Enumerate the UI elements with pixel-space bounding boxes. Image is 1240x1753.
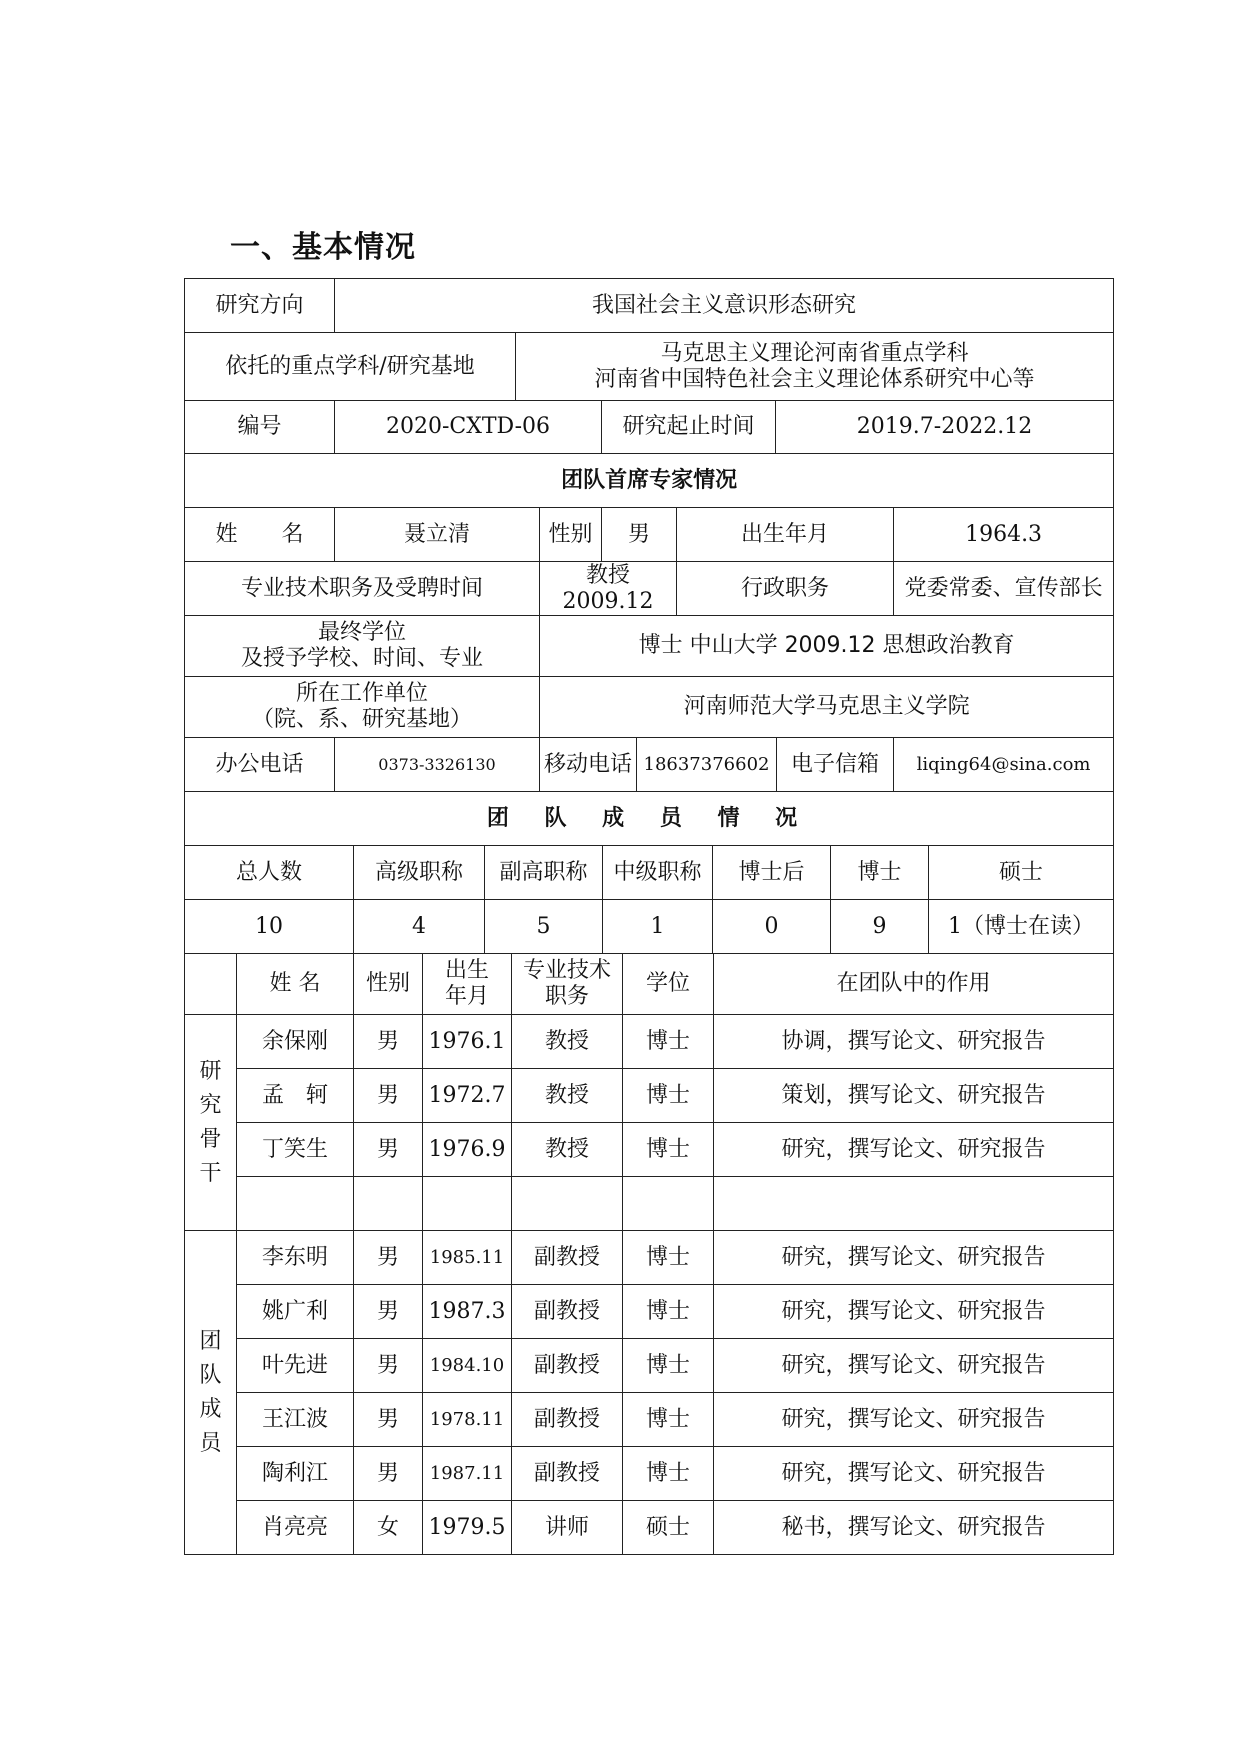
member-degree: 博士 [623,1231,714,1285]
chief-degree-label [185,616,540,677]
mobile-value: 18637376602 [637,738,777,792]
table-row [185,1501,1114,1555]
member-gender: 男 [354,1015,423,1069]
base-label: 依托的重点学科/研究基地 [185,333,516,401]
member-role: 研究，撰写论文、研究报告 [714,1285,1114,1339]
email-label: 电子信箱 [777,738,894,792]
stats-value: 1（博士在读） [929,900,1114,954]
member-birth: 1985.11 [423,1231,512,1285]
stats-value: 4 [354,900,485,954]
member-group-label [185,1231,237,1555]
chief-admin-label: 行政职务 [677,562,894,616]
direction-value: 我国社会主义意识形态研究 [335,279,1114,333]
member-title: 教授 [512,1069,623,1123]
stats-header: 高级职称 [354,846,485,900]
member-name: 陶利江 [237,1447,354,1501]
member-role: 研究，撰写论文、研究报告 [714,1339,1114,1393]
col-header-birth-line-2: 年月 [444,984,489,1009]
period-label: 研究起止时间 [602,401,776,454]
table-row [185,1339,1114,1393]
member-degree: 博士 [623,1285,714,1339]
email-value: liqing64@sina.com [894,738,1114,792]
member-title: 副教授 [512,1339,623,1393]
col-header-birth [423,954,512,1015]
core-group-char: 干 [199,1160,222,1186]
chief-name-value: 聂立清 [335,508,540,562]
core-group-char: 究 [199,1092,222,1118]
team-stats-table [184,791,1114,954]
table-row [185,1447,1114,1501]
office-phone-value: 0373-3326130 [335,738,540,792]
core-group-char: 研 [199,1058,222,1084]
chief-section-title: 团队首席专家情况 [185,454,1114,508]
basic-info-table [184,278,1114,401]
chief-unit-label [185,677,540,738]
member-group-char: 员 [199,1430,222,1456]
member-title: 讲师 [512,1501,623,1555]
member-group-char: 队 [199,1362,222,1388]
empty-cell [512,1177,623,1231]
member-gender: 男 [354,1069,423,1123]
stats-header: 博士 [831,846,929,900]
member-degree: 博士 [623,1069,714,1123]
member-name: 丁笑生 [237,1123,354,1177]
col-header-title [512,954,623,1015]
empty-cell [423,1177,512,1231]
stats-header: 副高职称 [485,846,603,900]
chief-unit-label-line-1: 所在工作单位 [295,681,428,706]
member-birth: 1979.5 [423,1501,512,1555]
member-role: 秘书，撰写论文、研究报告 [714,1501,1114,1555]
member-title: 副教授 [512,1231,623,1285]
stats-header: 博士后 [713,846,831,900]
member-birth: 1972.7 [423,1069,512,1123]
member-gender: 男 [354,1231,423,1285]
base-line-1: 马克思主义理论河南省重点学科 [660,340,969,366]
empty-row [185,1177,1114,1231]
member-gender: 男 [354,1123,423,1177]
col-header-degree: 学位 [623,954,714,1015]
empty-cell [623,1177,714,1231]
col-header-role: 在团队中的作用 [714,954,1114,1015]
chief-admin-value: 党委常委、宣传部长 [894,562,1114,616]
member-gender: 男 [354,1393,423,1447]
core-group-label [185,1015,237,1231]
chief-gender-label: 性别 [540,508,602,562]
chief-degree-label-line-1: 最终学位 [317,620,406,645]
member-degree: 博士 [623,1339,714,1393]
team-section-title: 团 队 成 员 情 况 [185,792,1114,846]
member-group-char: 团 [199,1328,222,1354]
member-title: 副教授 [512,1285,623,1339]
member-role: 协调，撰写论文、研究报告 [714,1015,1114,1069]
member-birth: 1984.10 [423,1339,512,1393]
chief-unit-label-line-2: （院、系、研究基地） [251,707,472,732]
chief-birth-value: 1964.3 [894,508,1114,562]
chief-name-label: 姓 名 [185,508,335,562]
core-group-char: 骨 [199,1126,222,1152]
empty-cell [714,1177,1114,1231]
table-row [185,1015,1114,1069]
table-row [185,1393,1114,1447]
member-birth: 1987.3 [423,1285,512,1339]
table-row [185,1069,1114,1123]
member-birth: 1976.1 [423,1015,512,1069]
stats-header: 总人数 [185,846,354,900]
member-degree: 硕士 [623,1501,714,1555]
member-name: 王江波 [237,1393,354,1447]
col-header-birth-line-1: 出生 [444,958,489,983]
member-name: 孟 轲 [237,1069,354,1123]
chief-birth-label: 出生年月 [677,508,894,562]
number-value: 2020-CXTD-06 [335,401,602,454]
chief-degree-value: 博士 中山大学 2009.12 思想政治教育 [540,616,1114,677]
member-gender: 男 [354,1285,423,1339]
chief-unit-value: 河南师范大学马克思主义学院 [540,677,1114,738]
member-title: 副教授 [512,1447,623,1501]
member-role: 研究，撰写论文、研究报告 [714,1447,1114,1501]
stats-value: 9 [831,900,929,954]
col-header-title-line-2: 职务 [544,984,589,1009]
chief-title-label: 专业技术职务及受聘时间 [185,562,540,616]
chief-title-value: 教授 2009.12 [540,562,677,616]
stats-value: 1 [603,900,713,954]
member-degree: 博士 [623,1393,714,1447]
member-role: 研究，撰写论文、研究报告 [714,1393,1114,1447]
col-header-gender: 性别 [354,954,423,1015]
member-title: 副教授 [512,1393,623,1447]
number-period-table [184,400,1114,454]
member-name: 姚广利 [237,1285,354,1339]
stats-value: 0 [713,900,831,954]
member-role: 策划，撰写论文、研究报告 [714,1069,1114,1123]
stats-value: 5 [485,900,603,954]
member-gender: 男 [354,1339,423,1393]
base-line-2: 河南省中国特色社会主义理论体系研究中心等 [594,366,1035,392]
number-label: 编号 [185,401,335,454]
chief-degree-label-line-2: 及授予学校、时间、专业 [240,646,483,671]
member-name: 叶先进 [237,1339,354,1393]
empty-cell [354,1177,423,1231]
group-header-blank [185,954,237,1015]
stats-value: 10 [185,900,354,954]
member-degree: 博士 [623,1015,714,1069]
table-row [185,1231,1114,1285]
member-role: 研究，撰写论文、研究报告 [714,1123,1114,1177]
member-name: 余保刚 [237,1015,354,1069]
section-heading: 一、基本情况 [230,230,416,265]
stats-header: 中级职称 [603,846,713,900]
member-degree: 博士 [623,1447,714,1501]
member-birth: 1987.11 [423,1447,512,1501]
member-gender: 男 [354,1447,423,1501]
office-phone-label: 办公电话 [185,738,335,792]
col-header-name: 姓 名 [237,954,354,1015]
member-role: 研究，撰写论文、研究报告 [714,1231,1114,1285]
member-name: 肖亮亮 [237,1501,354,1555]
member-title: 教授 [512,1123,623,1177]
col-header-title-line-1: 专业技术 [522,958,611,983]
member-group-char: 成 [199,1396,222,1422]
chief-expert-table [184,453,1114,792]
stats-header: 硕士 [929,846,1114,900]
member-birth: 1978.11 [423,1393,512,1447]
direction-label: 研究方向 [185,279,335,333]
table-row [185,1123,1114,1177]
stats-header-row [185,846,1114,900]
period-value: 2019.7-2022.12 [776,401,1114,454]
chief-gender-value: 男 [602,508,677,562]
member-name: 李东明 [237,1231,354,1285]
mobile-label: 移动电话 [540,738,637,792]
member-degree: 博士 [623,1123,714,1177]
base-value [516,333,1114,401]
members-header-row [185,954,1114,1015]
member-gender: 女 [354,1501,423,1555]
table-row [185,1285,1114,1339]
member-title: 教授 [512,1015,623,1069]
stats-value-row [185,900,1114,954]
empty-cell [237,1177,354,1231]
members-table [184,953,1114,1555]
member-birth: 1976.9 [423,1123,512,1177]
